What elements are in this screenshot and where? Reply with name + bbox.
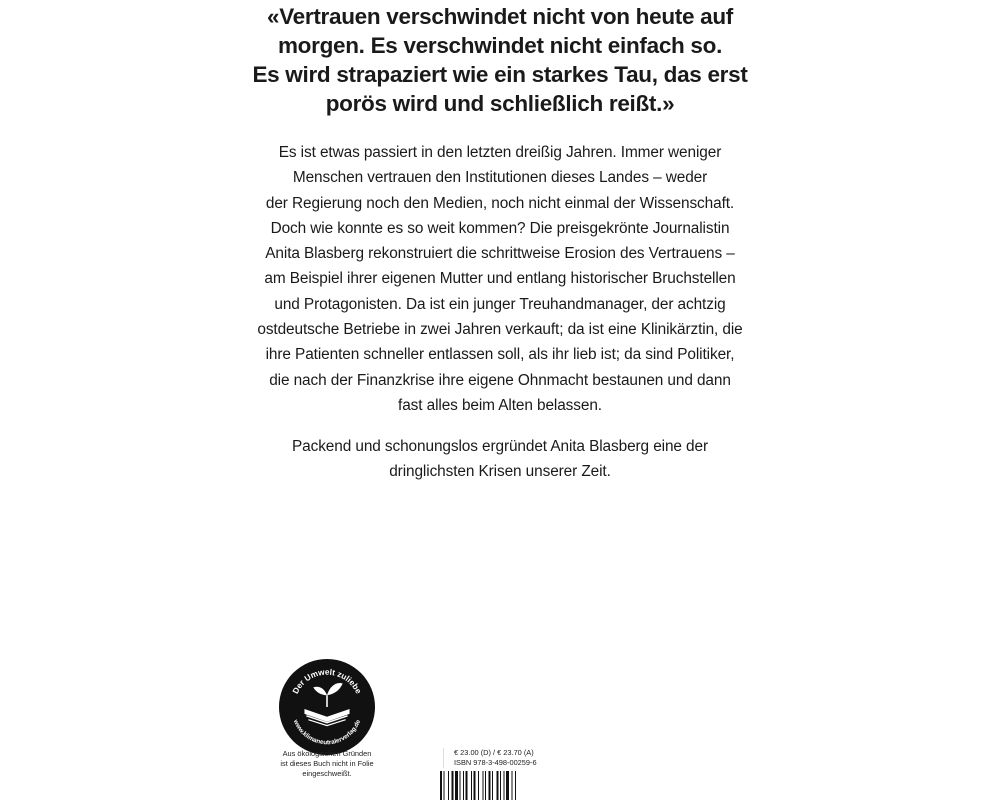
barcode-bar xyxy=(497,771,499,800)
barcode-bar xyxy=(463,771,464,800)
barcode-bar xyxy=(515,771,516,800)
barcode-bar xyxy=(500,771,501,800)
closing-paragraph xyxy=(230,434,770,485)
blurb-line: der Regierung noch den Medien, noch nicht einmal der Wissenschaft. xyxy=(265,194,735,212)
price-isbn-block xyxy=(443,748,574,768)
packaging-note-line: eingeschweißt. xyxy=(302,769,352,778)
blurb-line: und Protagonisten. Da ist ein junger Treuhandmanager, der achtzig xyxy=(274,295,726,313)
blurb-paragraph xyxy=(230,140,770,418)
closing-line: dringlichsten Krisen unserer Zeit. xyxy=(389,463,611,481)
closing-line: Packend und schonungslos ergründet Anita Blasberg eine der xyxy=(291,438,709,455)
barcode-bar xyxy=(452,771,454,800)
blurb-line: ostdeutsche Betriebe in zwei Jahren verkauft; da ist eine Klinikärztin, die xyxy=(257,321,743,339)
blurb-line: Menschen vertrauen den Institutionen dieses Landes – weder xyxy=(292,169,708,187)
blurb-line: Doch wie konnte es so weit kommen? Die preisgekrönte Journalistin xyxy=(270,219,730,237)
barcode-icon xyxy=(440,771,558,800)
seal-top-text: Der Umwelt zuliebe xyxy=(290,667,364,696)
barcode-bar xyxy=(506,771,509,800)
blurb-line: fast alles beim Alten belassen. xyxy=(398,396,602,414)
barcode-bar xyxy=(512,771,513,800)
quote-line: porös wird und schließlich reißt.» xyxy=(325,91,675,116)
blurb-line: Es ist etwas passiert in den letzten dreißig Jahren. Immer weniger xyxy=(278,144,722,161)
blurb-line: ihre Patienten schneller entlassen soll, als ihr lieb ist; da sind Politiker, xyxy=(265,346,735,364)
pull-quote xyxy=(200,2,800,118)
isbn-label: ISBN 978-3-498-00259-6 xyxy=(454,758,537,767)
packaging-note xyxy=(262,749,392,779)
barcode-bar xyxy=(455,771,458,800)
barcode-bar xyxy=(492,771,493,800)
barcode-bar xyxy=(466,771,468,800)
seal-bottom-text: www.klimaneutralerverlag.de xyxy=(291,718,363,747)
quote-line: «Vertrauen verschwindet nicht von heute auf xyxy=(267,4,733,29)
eco-seal xyxy=(278,658,376,756)
packaging-note-line: Aus ökologischen Gründen xyxy=(282,749,372,758)
packaging-note-line: ist dieses Buch nicht in Folie xyxy=(280,759,374,768)
quote-line: Es wird strapaziert wie ein starkes Tau, das erst xyxy=(252,62,748,87)
barcode-bar xyxy=(460,771,461,800)
barcode-bar xyxy=(440,771,442,800)
blurb-line: Anita Blasberg rekonstruiert die schrittweise Erosion des Vertrauens – xyxy=(265,245,735,263)
barcode-bar xyxy=(471,771,472,800)
price-label: € 23.00 (D) / € 23.70 (A) xyxy=(454,748,534,757)
barcode-bar xyxy=(504,771,505,800)
blurb-line: am Beispiel ihrer eigenen Mutter und entlang historischer Bruchstellen xyxy=(264,270,736,288)
barcode-bar xyxy=(474,771,476,800)
barcode-bar xyxy=(448,771,449,800)
barcode-bar xyxy=(489,771,491,800)
barcode-bar xyxy=(483,771,484,800)
barcode-bar xyxy=(444,771,445,800)
blurb-line: die nach der Finanzkrise ihre eigene Ohnmacht bestaunen und dann xyxy=(269,371,731,389)
barcode-bar xyxy=(478,771,479,800)
barcode-bar xyxy=(485,771,486,800)
quote-line: morgen. Es verschwindet nicht einfach so. xyxy=(277,33,723,58)
